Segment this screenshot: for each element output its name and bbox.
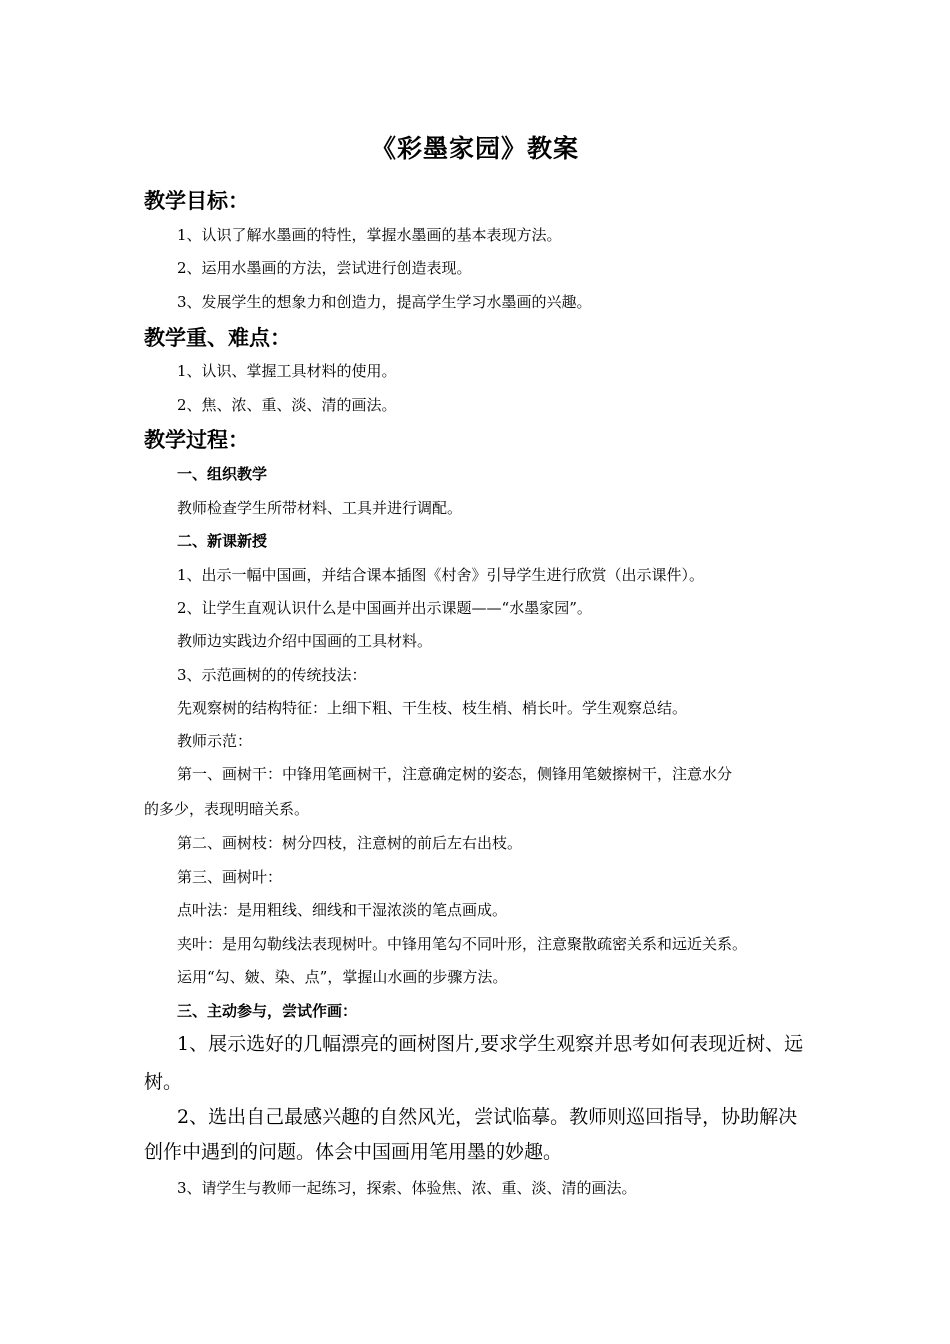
process-line: 3、请学生与教师一起练习，探索、体验焦、浓、重、淡、清的画法。 (177, 1179, 637, 1197)
process-line: 先观察树的结构特征：上细下粗、干生枝、枝生梢、梢长叶。学生观察总结。 (177, 699, 688, 717)
process-line: 教师示范： (177, 732, 253, 750)
section-heading-process: 教学过程： (144, 427, 249, 452)
process-line: 树。 (144, 1071, 183, 1093)
process-part-heading: 三、主动参与，尝试作画： (177, 1002, 358, 1020)
process-part-heading: 一、组织教学 (177, 465, 268, 483)
process-line: 教师边实践边介绍中国画的工具材料。 (177, 632, 433, 650)
process-line: 2、选出自己最感兴趣的自然风光，尝试临摹。教师则巡回指导，协助解决 (177, 1106, 798, 1128)
process-part-heading: 二、新课新授 (177, 532, 268, 550)
process-line: 1、出示一幅中国画，并结合课本插图《村舍》引导学生进行欣赏（出示课件）。 (177, 566, 705, 584)
key-point-item: 1、认识、掌握工具材料的使用。 (177, 362, 397, 380)
process-line: 1、展示选好的几幅漂亮的画树图片,要求学生观察并思考如何表现近树、远 (177, 1033, 804, 1055)
section-heading-key-points: 教学重、难点： (144, 325, 291, 350)
document-title: 《彩墨家园》教案 (370, 134, 579, 163)
key-point-item: 2、焦、浓、重、淡、清的画法。 (177, 396, 397, 414)
objective-item: 1、认识了解水墨画的特性，掌握水墨画的基本表现方法。 (177, 226, 562, 244)
process-line: 的多少，表现明暗关系。 (144, 800, 310, 818)
process-line: 夹叶：是用勾勒线法表现树叶。中锋用笔勾不同叶形，注意聚散疏密关系和远近关系。 (177, 935, 748, 953)
process-line: 创作中遇到的问题。体会中国画用笔用墨的妙趣。 (144, 1141, 563, 1163)
process-line: 第二、画树枝：树分四枝，注意树的前后左右出枝。 (177, 834, 523, 852)
process-line: 2、让学生直观认识什么是中国画并出示课题——“水墨家园”。 (177, 599, 592, 617)
objective-item: 2、运用水墨画的方法，尝试进行创造表现。 (177, 259, 472, 277)
process-line: 点叶法：是用粗线、细线和干湿浓淡的笔点画成。 (177, 901, 508, 919)
process-line: 第一、画树干：中锋用笔画树干，注意确定树的姿态，侧锋用笔皴擦树干，注意水分 (177, 765, 733, 783)
process-line: 3、示范画树的的传统技法： (177, 666, 367, 684)
process-line: 运用“勾、皴、染、点”，掌握山水画的步骤方法。 (177, 968, 508, 986)
process-line: 第三、画树叶： (177, 868, 283, 886)
objective-item: 3、发展学生的想象力和创造力，提高学生学习水墨画的兴趣。 (177, 293, 592, 311)
process-line: 教师检查学生所带材料、工具并进行调配。 (177, 499, 463, 517)
section-heading-objectives: 教学目标： (144, 188, 249, 213)
